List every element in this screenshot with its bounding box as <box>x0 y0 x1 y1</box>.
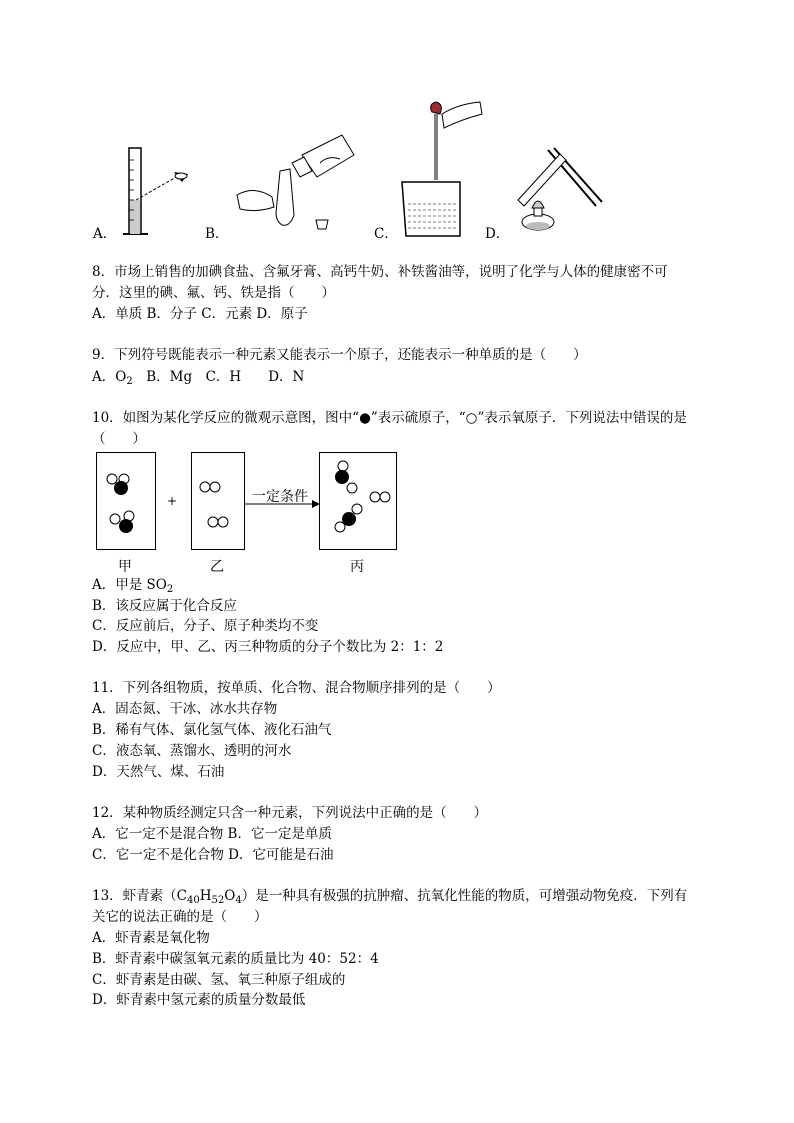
label-bing: 丙 <box>350 559 364 575</box>
q9-options <box>92 367 304 392</box>
q9-option-a: A．O <box>92 369 127 385</box>
molecules-yi <box>191 452 245 550</box>
q10-option-a-subscript: 2 <box>166 584 174 595</box>
q13-option-c: C．虾青素是由碳、氢、氧三种原子组成的 <box>92 972 346 988</box>
q13-sub-c: 40 <box>187 895 200 906</box>
q13-h: H <box>199 888 212 904</box>
q13-sub-o: 4 <box>235 895 242 906</box>
q7-option-b-label: B． <box>205 226 229 242</box>
q13-option-a: A．虾青素是氧化物 <box>92 930 210 946</box>
q10-stem-line2: （ ） <box>92 431 146 447</box>
q8-options: A．单质 B．分子 C．元素 D．原子 <box>92 306 308 322</box>
q11-option-a: A．固态氮、干冰、冰水共存物 <box>92 701 278 717</box>
pouring-liquid-icon <box>232 125 362 240</box>
q7-option-a-label: A． <box>93 226 117 242</box>
q13-stem-pre: 13．虾青素（C <box>92 888 188 904</box>
q13-option-b: B．虾青素中碳氢氧元素的质量比为 40：52：4 <box>92 951 379 967</box>
q9-stem: 9．下列符号既能表示一种元素又能表示一个原子，还能表示一种单质的是（ ） <box>92 347 587 363</box>
q7-option-d-label: D． <box>485 226 510 242</box>
q13-stem-post: ）是一种具有极强的抗肿瘤、抗氧化性能的物质，可增强动物免疫．下列有 <box>241 888 688 904</box>
q10-option-c: C．反应前后，分子、原子种类均不变 <box>92 618 319 634</box>
q9-option-a-subscript: 2 <box>126 376 133 387</box>
q13-option-d: D．虾青素中氢元素的质量分数最低 <box>92 992 306 1008</box>
q12-stem: 12．某种物质经测定只含一种元素，下列说法中正确的是（ ） <box>92 805 488 821</box>
reaction-condition-label: 一定条件 <box>252 489 308 505</box>
dropper-beaker-icon <box>398 100 488 240</box>
q11-stem: 11．下列各组物质，按单质、化合物、混合物顺序排列的是（ ） <box>92 680 501 696</box>
graduated-cylinder-icon <box>118 140 198 240</box>
label-jia: 甲 <box>118 559 132 575</box>
plus-sign: + <box>167 494 178 508</box>
q12-options-line1: A．它一定不是混合物 B．它一定是单质 <box>92 826 332 842</box>
molecules-bing <box>319 452 397 550</box>
q11-option-d: D．天然气、煤、石油 <box>92 764 225 780</box>
q8-stem-line2: 分．这里的碘、氟、钙、铁是指（ ） <box>92 285 335 301</box>
q13-sub-h: 52 <box>211 895 225 906</box>
q11-option-c: C．液态氧、蒸馏水、透明的河水 <box>92 743 292 759</box>
q9-options-rest: B．Mg C．H D．N <box>132 369 305 385</box>
q7-option-c-label: C． <box>374 226 398 242</box>
label-yi: 乙 <box>210 559 224 575</box>
q11-option-b: B．稀有气体、氯化氢气体、液化石油气 <box>92 722 332 738</box>
alcohol-lamp-heating-icon <box>508 140 608 240</box>
q10-option-d: D．反应中，甲、乙、丙三种物质的分子个数比为 2：1：2 <box>92 639 444 655</box>
q13-o: O <box>224 888 236 904</box>
q10-stem-line1: 10．如图为某化学反应的微观示意图，图中“●”表示硫原子，“○”表示氧原子．下列说法中错误的是 <box>92 410 687 426</box>
reaction-arrow-icon <box>244 498 322 510</box>
q10-option-a-text: A．甲是 SO <box>92 577 167 593</box>
molecules-jia <box>96 452 156 550</box>
q13-stem-line2: 关它的说法正确的是（ ） <box>92 909 268 925</box>
q8-stem-line1: 8．市场上销售的加碘食盐、含氟牙膏、高钙牛奶、补铁酱油等，说明了化学与人体的健康密不可 <box>92 264 668 280</box>
q12-options-line2: C．它一定不是化合物 D．它可能是石油 <box>92 847 334 863</box>
q10-option-b: B．该反应属于化合反应 <box>92 598 237 614</box>
